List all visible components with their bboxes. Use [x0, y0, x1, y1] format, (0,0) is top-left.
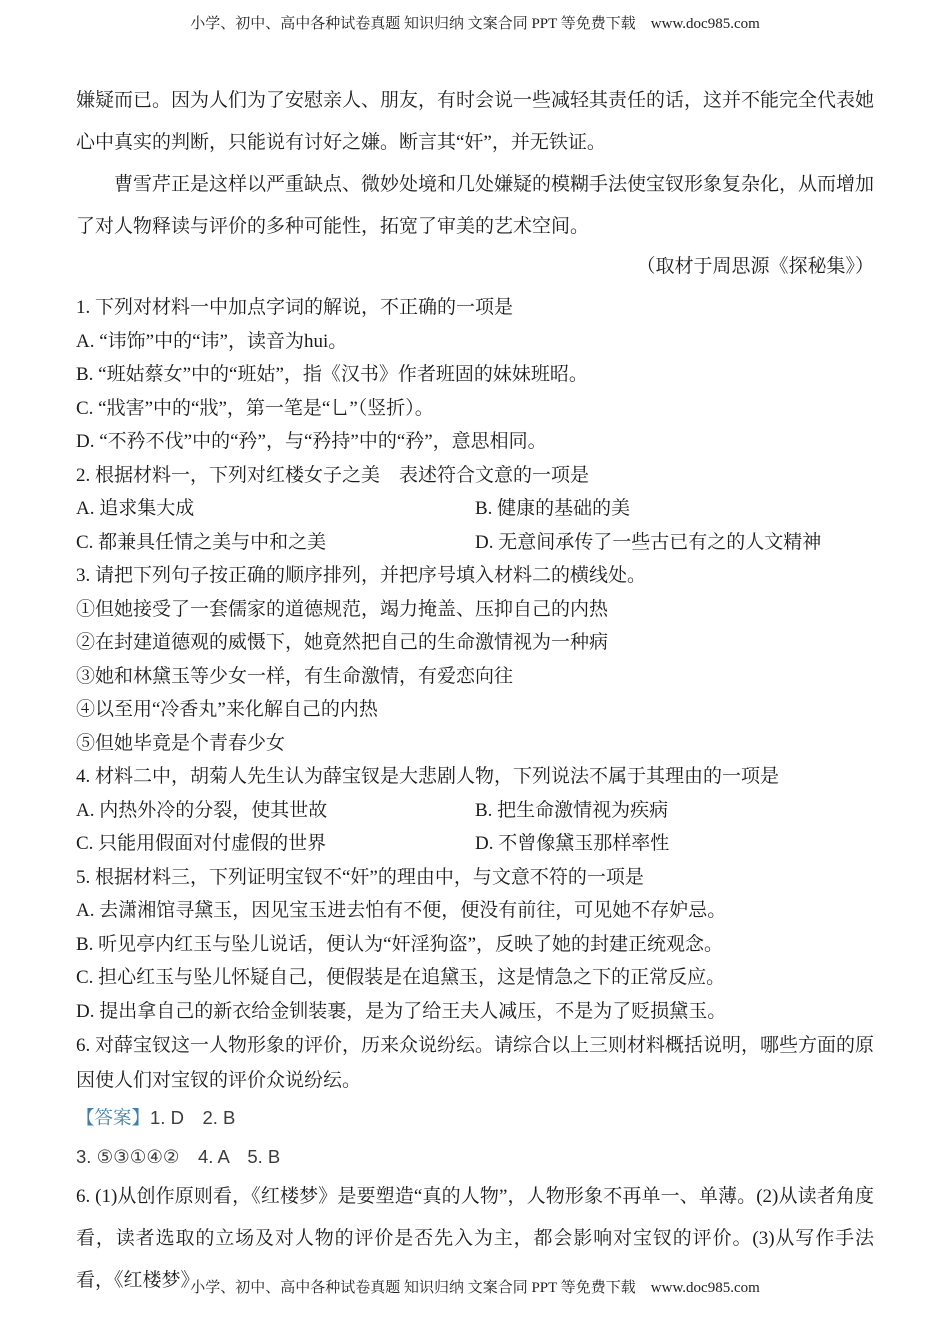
question-1-option-a: A. “讳饰”中的“讳”，读音为hui。 [76, 330, 348, 352]
question-2-option-a: A. 追求集大成 [76, 498, 195, 519]
question-2-options-row-2 [76, 526, 874, 560]
answer-6-text: 6. (1)从创作原则看，《红楼梦》是要塑造“真的人物”，人物形象不再单一、单薄。(2)从读者角度看，读者选取的立场及对人物的评价是否先入为主，都会影响对宝钗的评价。(3)从写作手法看，《红楼梦》 [76, 1186, 874, 1291]
question-3-sentence-1: ①但她接受了一套儒家的道德规范，竭力掩盖、压抑自己的内热 [76, 598, 609, 620]
question-5-stem: 5. 根据材料三，下列证明宝钗不“奸”的理由中，与文意不符的一项是 [76, 866, 644, 888]
question-1-stem: 1. 下列对材料一中加点字词的解说，不正确的一项是 [76, 297, 514, 318]
question-2-option-b: B. 健康的基础的美 [475, 498, 631, 519]
question-5-option-a: A. 去潇湘馆寻黛玉，因见宝玉进去怕有不便，便没有前往，可见她不存妒忌。 [76, 900, 727, 921]
question-3-sentence-2: ②在封建道德观的威慑下，她竟然把自己的生命激情视为一种病 [76, 632, 609, 653]
question-3-sentence-4: ④以至用“冷香丸”来化解自己的内热 [76, 699, 378, 720]
question-2-options-row-1 [76, 492, 874, 526]
question-4-options-row-2 [76, 827, 874, 861]
question-5-option-c: C. 担心红玉与坠儿怀疑自己，便假装是在追黛玉，这是情急之下的正常反应。 [76, 967, 726, 988]
page-header: 小学、初中、高中各种试卷真题 知识归纳 文案合同 PPT 等免费下载 www.doc985.com [190, 16, 760, 32]
question-2-option-c: C. 都兼具任情之美与中和之美 [76, 531, 327, 553]
document-body [76, 80, 874, 1302]
passage-paragraph-continuation: 嫌疑而已。因为人们为了安慰亲人、朋友，有时会说一些减轻其责任的话，这并不能完全代表她心中真实的判断，只能说有讨好之嫌。断言其“奸”，并无铁证。 [76, 90, 875, 153]
page-footer: 小学、初中、高中各种试卷真题 知识归纳 文案合同 PPT 等免费下载 www.doc985.com [190, 1280, 760, 1296]
question-5-option-d: D. 提出拿自己的新衣给金钏装裹，是为了给王夫人减压，不是为了贬损黛玉。 [76, 1000, 727, 1022]
question-1-option-c: C. “戕害”中的“戕”，第一笔是“乚”（竖折）。 [76, 397, 434, 419]
question-4-stem: 4. 材料二中，胡菊人先生认为薛宝钗是大悲剧人物，下列说法不属于其理由的一项是 [76, 766, 780, 787]
question-4-option-b: B. 把生命激情视为疾病 [475, 799, 669, 821]
question-5-option-b: B. 听见亭内红玉与坠儿说话，便认为“奸淫狗盗”，反映了她的封建正统观念。 [76, 933, 724, 955]
question-4-options-row-1 [76, 794, 874, 828]
question-4-option-c: C. 只能用假面对付虚假的世界 [76, 833, 327, 854]
passage-attribution: （取材于周思源《探秘集》） [636, 256, 874, 277]
question-4-option-d: D. 不曾像黛玉那样率性 [475, 833, 670, 854]
question-3-sentence-5: ⑤但她毕竟是个青春少女 [76, 732, 286, 754]
question-2-option-d: D. 无意间承传了一些古已有之的人文精神 [475, 531, 822, 553]
answers-1-2: 1. D 2. B [150, 1107, 236, 1128]
answers-row-1 [76, 1098, 874, 1137]
answer-key-label: 【答案】 [76, 1107, 151, 1128]
question-1-option-b: B. “班姑蔡女”中的“班姑”，指《汉书》作者班固的妹妹班昭。 [76, 364, 588, 385]
passage-paragraph: 曹雪芹正是这样以严重缺点、微妙处境和几处嫌疑的模糊手法使宝钗形象复杂化，从而增加了对人物释读与评价的多种可能性，拓宽了审美的艺术空间。 [76, 174, 875, 237]
question-1-option-d: D. “不矜不伐”中的“矜”，与“矜持”中的“矜”，意思相同。 [76, 431, 547, 452]
question-3-stem: 3. 请把下列句子按正确的顺序排列，并把序号填入材料二的横线处。 [76, 565, 647, 586]
question-2-stem: 2. 根据材料一，下列对红楼女子之美 表述符合文意的一项是 [76, 464, 590, 486]
question-6-stem: 6. 对薛宝钗这一人物形象的评价，历来众说纷纭。请综合以上三则材料概括说明，哪些方面的原因使人们对宝钗的评价众说纷纭。 [76, 1035, 875, 1091]
question-3-sentence-3: ③她和林黛玉等少女一样，有生命激情，有爱恋向往 [76, 665, 514, 687]
answers-row-2: 3. ⑤③①④② 4. A 5. B [76, 1146, 281, 1167]
question-4-option-a: A. 内热外冷的分裂，使其世故 [76, 799, 328, 821]
